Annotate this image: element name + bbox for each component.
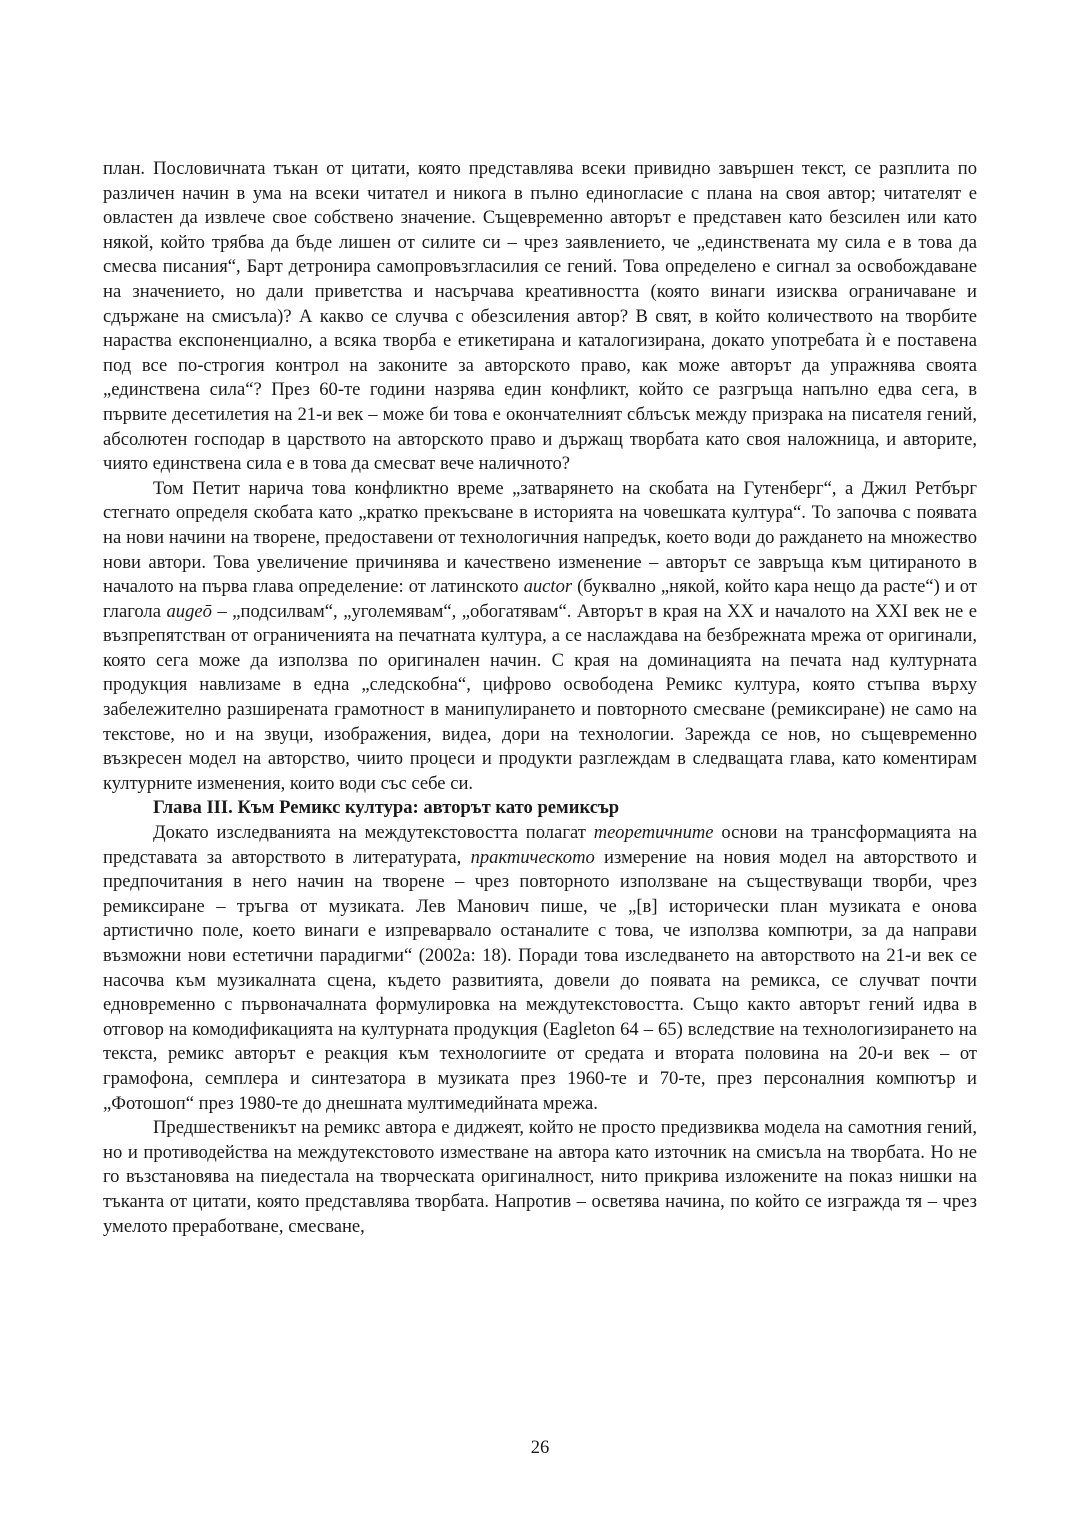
- paragraph-text: Докато изследванията на междутекстовостта полагат: [153, 822, 594, 844]
- paragraph: [103, 477, 977, 797]
- paragraph-text: Предшественикът на ремикс автора е диджеят, който не просто предизвиква модела на самотния гений, но и противодейства на междутекстовото изместване на автора като източник на смисъла на творбата. Но не го възстановява на пиедестала на творческата оригиналност, нито прикрива изложените на показ нишки на тъканта от цитати, която представлява творбата. Напротив – осветява начина, по който се изгражда тя – чрез умелото преработване, смесване,: [103, 1117, 977, 1237]
- paragraph: [103, 821, 977, 1116]
- paragraph-text: план. Пословичната тъкан от цитати, която представлява всеки привидно завършен текст, се разплита по различен начин в ума на всеки читател и никога в пълно единогласие с плана на своя автор; читателят е овластен да извлече свое собствено значение. Същевременно авторът е представен като безсилен или като някой, който трябва да бъде лишен от силите си – чрез заявлението, че „единствената му сила е в това да смесва писания“, Барт детронира самопровъзгласилия се гений. Това определено е сигнал за освобождаване на значението, но дали приветства и насърчава креативността (която винаги изисква ограничаване и сдържане на смисъла)? А какво се случва с обезсиления автор? В свят, в който количеството на творбите нараства експоненциално, а всяка творба е етикетирана и каталогизирана, докато употребата ѝ е поставена под все по-строгия контрол на законите за авторското право, как може авторът да упражнява своята „единствена сила“? През 60-те години назрява един конфликт, който се разгръща напълно едва сега, в първите десетилетия на 21-и век – може би това е окончателният сблъсък между призрака на писателя гений, абсолютен господар в царството на авторското право и държащ творбата като своя наложница, и авторите, чиято единствена сила е в това да смесват вече наличното?: [103, 158, 977, 475]
- paragraph: [103, 157, 977, 477]
- page-number: 26: [530, 1437, 550, 1458]
- chapter-heading: [103, 796, 977, 821]
- paragraph: [103, 1116, 977, 1239]
- italic-term: auctor: [523, 576, 573, 598]
- paragraph-text: Глава III. Към Ремикс култура: авторът като ремиксър: [153, 797, 620, 819]
- body-text: [103, 157, 977, 1239]
- paragraph-text: основи на трансформацията на представата за авторството в литературата,: [103, 822, 977, 868]
- paragraph-text: измерение на новия модел на авторството и предпочитания в него начин на творене – чрез повторното използване на съществуващи творби, чрез ремиксиране – тръгва от музиката. Лев Манович пише, че „[в] исторически план музиката е онова артистично поле, което винаги е изпреварвало останалите с това, че използва компютри, за да направи възможни нови естетични парадигми“ (2002a: 18). Поради това изследването на авторството на 21-и век се насочва към музикалната сцена, където развитията, довели до появата на ремикса, се случват почти едновременно с първоначалната формулировка на междутекстовостта. Също както авторът гений идва в отговор на комодификацията на културната продукция (Eagleton 64 – 65) вследствие на технологизирането на текста, ремикс авторът е реакция към технологиите от средата и втората половина на 20-и век – от грамофона, семплера и синтезатора в музиката през 1960-те и 70-те, през персоналния компютър и „Фотошоп“ през 1980-те до днешната мултимедийната мрежа.: [103, 846, 977, 1114]
- paragraph-text: – „подсилвам“, „уголемявам“, „обогатявам“. Авторът в края на XX и началото на XXI век не е възпрепятстван от ограниченията на печатната култура, а се наслаждава на безбрежната мрежа от оригинали, която сега може да използва по оригинален начин. С края на доминацията на печата над културната продукция навлизаме в една „следскобна“, цифрово освободена Ремикс култура, която стъпва върху забележително разширената грамотност в манипулирането и повторното смесване (ремиксиране) не само на текстове, но и на звуци, изображения, видеа, дори на технологии. Зарежда се нов, но същевременно възкресен модел на авторство, чиито процеси и продукти разглеждам в следващата глава, като коментирам културните изменения, които води със себе си.: [103, 600, 978, 794]
- paragraph-text: Том Петит нарича това конфликтно време „затварянето на скобата на Гутенберг“, а Джил Ретбърг стегнато определя скобата като „кратко прекъсване в историята на човешката култура“. То започва с появата на нови начини на творене, предоставени от технологичния напредък, което води до раждането на множество нови автори. Това увеличение причинява и качествено изменение – авторът се завръща към цитираното в началото на първа глава определение: от латинското: [103, 477, 977, 598]
- paragraph-text: (буквално „някой, който кара нещо да расте“) и от глагола: [103, 576, 977, 622]
- italic-term: augeō: [166, 600, 212, 622]
- italic-term: теоретичните: [593, 822, 714, 844]
- italic-term: практическото: [470, 846, 595, 868]
